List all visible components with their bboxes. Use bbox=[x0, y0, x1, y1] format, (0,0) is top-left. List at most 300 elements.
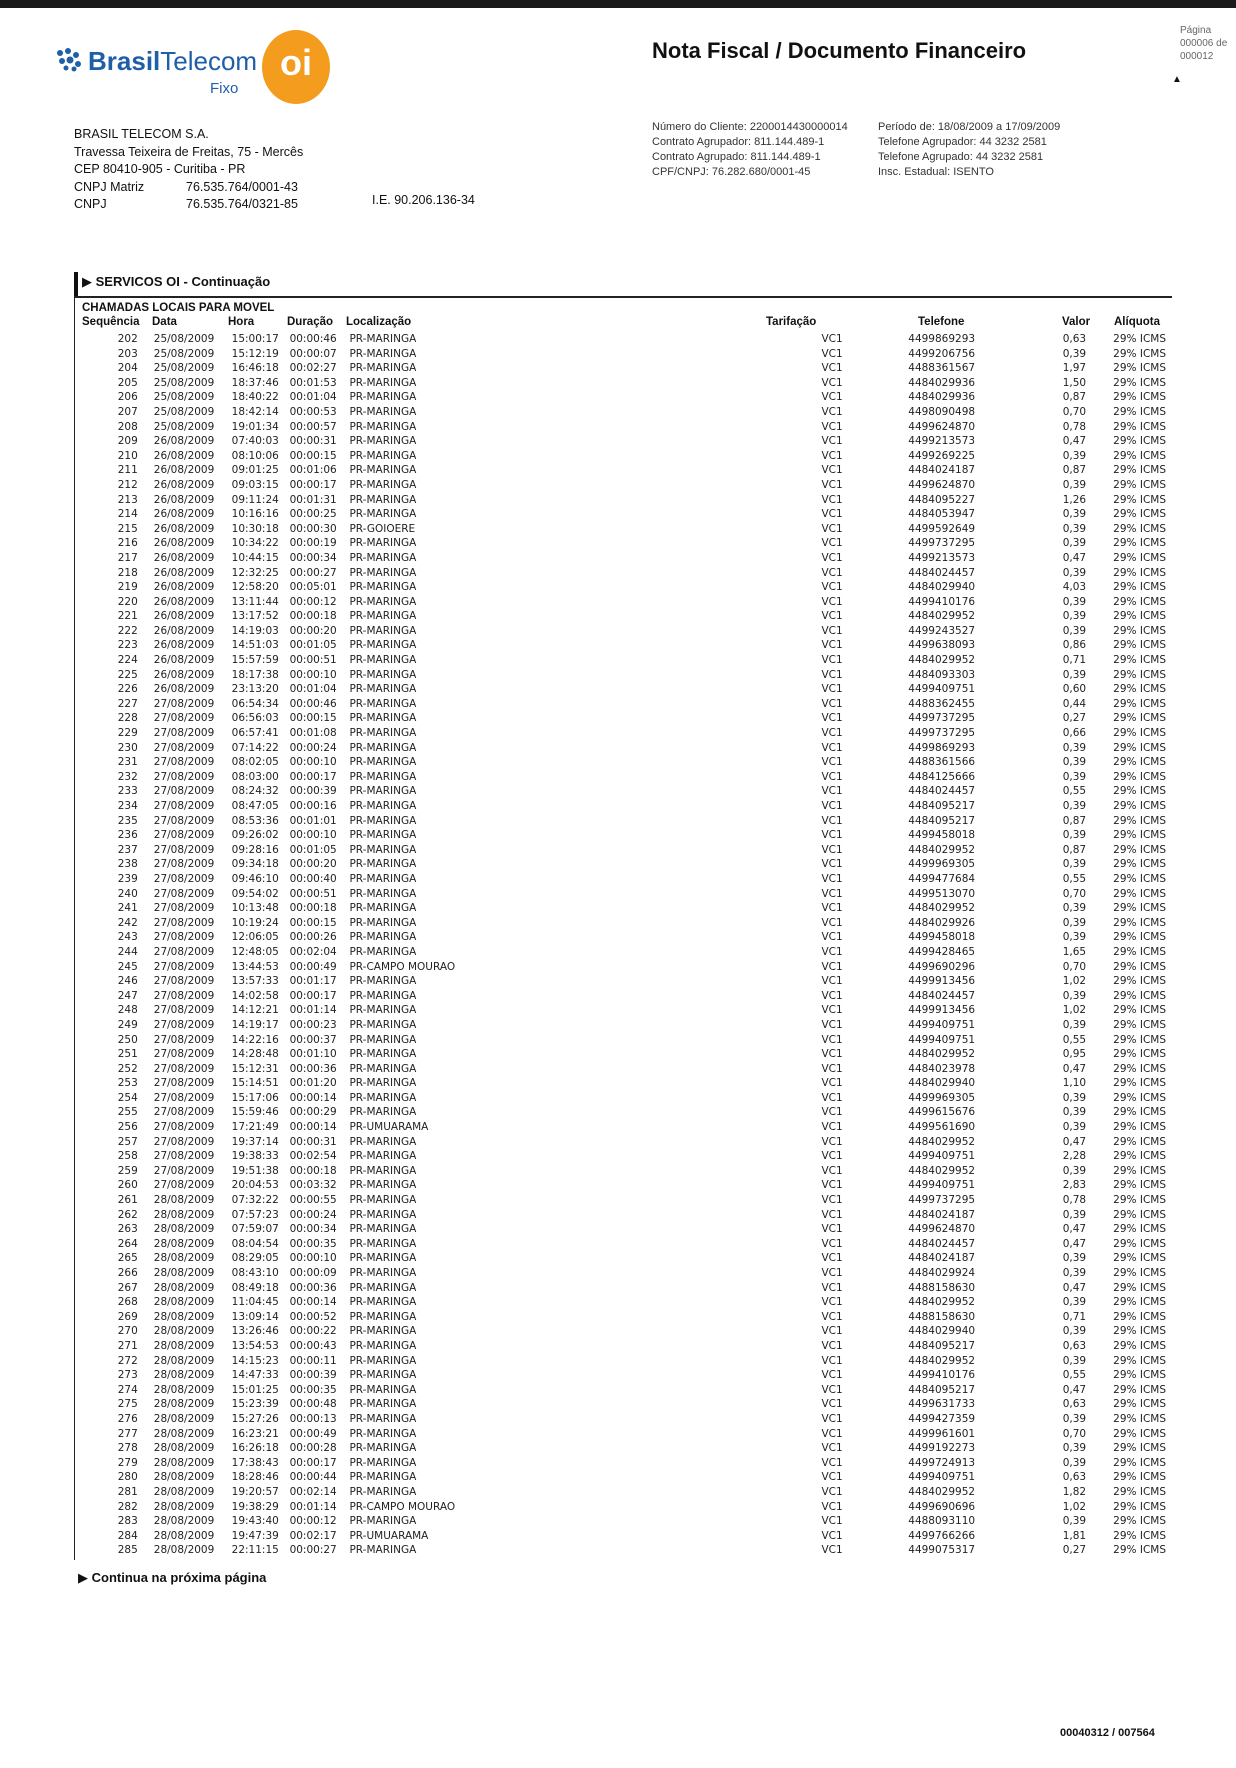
cell-seq: 211 bbox=[117, 464, 138, 477]
cell-seq: 276 bbox=[117, 1412, 138, 1425]
cell-value: 0,39 bbox=[1062, 756, 1087, 769]
cell-rate: 29% ICMS bbox=[1113, 1179, 1166, 1192]
cell-seq: 268 bbox=[117, 1296, 138, 1309]
cell-seq: 270 bbox=[117, 1325, 138, 1338]
cell-location: PR-MARINGA bbox=[349, 1150, 417, 1163]
cell-rate: 29% ICMS bbox=[1113, 508, 1166, 521]
cell-location: PR-MARINGA bbox=[349, 727, 417, 740]
cell-time: 23:13:20 bbox=[231, 683, 279, 696]
cell-duration: 00:00:18 bbox=[289, 1164, 337, 1177]
cell-duration: 00:00:51 bbox=[289, 887, 337, 900]
cell-time: 10:30:18 bbox=[231, 522, 279, 535]
cell-phone: 4484029952 bbox=[908, 1296, 976, 1309]
cell-duration: 00:00:17 bbox=[289, 1456, 337, 1469]
cell-tariff: VC1 bbox=[821, 989, 843, 1002]
cell-value: 0,39 bbox=[1062, 931, 1087, 944]
col-header-aliq: Alíquota bbox=[1114, 316, 1160, 328]
cell-value: 0,39 bbox=[1062, 1442, 1087, 1455]
cell-value: 0,47 bbox=[1062, 1223, 1087, 1236]
cell-rate: 29% ICMS bbox=[1113, 654, 1166, 667]
cell-location: PR-MARINGA bbox=[349, 1033, 417, 1046]
cell-rate: 29% ICMS bbox=[1113, 1500, 1166, 1513]
cell-tariff: VC1 bbox=[821, 916, 843, 929]
cell-duration: 00:00:30 bbox=[289, 522, 337, 535]
cell-value: 4,03 bbox=[1062, 581, 1087, 594]
cell-phone: 4499690696 bbox=[908, 1500, 976, 1513]
cell-rate: 29% ICMS bbox=[1113, 1383, 1166, 1396]
cell-value: 0,39 bbox=[1062, 624, 1087, 637]
cell-date: 28/08/2009 bbox=[153, 1252, 215, 1265]
cell-seq: 225 bbox=[117, 668, 138, 681]
cell-rate: 29% ICMS bbox=[1113, 639, 1166, 652]
cell-value: 0,39 bbox=[1062, 1296, 1087, 1309]
cell-location: PR-MARINGA bbox=[349, 931, 417, 944]
cnpj-row bbox=[74, 196, 303, 214]
cell-value: 0,39 bbox=[1062, 1091, 1087, 1104]
cell-location: PR-MARINGA bbox=[349, 639, 417, 652]
cell-date: 28/08/2009 bbox=[153, 1412, 215, 1425]
cell-date: 26/08/2009 bbox=[153, 639, 215, 652]
cell-seq: 244 bbox=[117, 945, 138, 958]
cell-phone: 4499592649 bbox=[908, 522, 976, 535]
cell-location: PR-MARINGA bbox=[349, 1135, 417, 1148]
cell-time: 18:28:46 bbox=[231, 1471, 279, 1484]
cell-duration: 00:01:14 bbox=[289, 1500, 337, 1513]
table-row bbox=[82, 916, 1172, 931]
cell-value: 0,55 bbox=[1062, 785, 1087, 798]
cell-rate: 29% ICMS bbox=[1113, 916, 1166, 929]
cell-seq: 209 bbox=[117, 435, 138, 448]
cell-time: 22:11:15 bbox=[231, 1544, 279, 1557]
cell-time: 16:26:18 bbox=[231, 1442, 279, 1455]
cell-value: 0,63 bbox=[1062, 1339, 1087, 1352]
top-scan-border bbox=[0, 0, 1236, 8]
cell-location: PR-MARINGA bbox=[349, 566, 417, 579]
cell-seq: 269 bbox=[117, 1310, 138, 1323]
cell-value: 1,26 bbox=[1062, 493, 1087, 506]
cell-seq: 202 bbox=[117, 333, 138, 345]
cell-phone: 4499766266 bbox=[908, 1529, 976, 1542]
cell-date: 25/08/2009 bbox=[153, 347, 215, 360]
cell-date: 28/08/2009 bbox=[153, 1485, 215, 1498]
cell-date: 27/08/2009 bbox=[153, 1106, 215, 1119]
cell-tariff: VC1 bbox=[821, 493, 843, 506]
cell-seq: 231 bbox=[117, 756, 138, 769]
cell-value: 2,83 bbox=[1062, 1179, 1087, 1192]
cell-phone: 4484029952 bbox=[908, 1048, 976, 1061]
cell-seq: 277 bbox=[117, 1427, 138, 1440]
cell-value: 0,39 bbox=[1062, 610, 1087, 623]
cell-duration: 00:00:15 bbox=[289, 712, 337, 725]
cell-tariff: VC1 bbox=[821, 464, 843, 477]
cell-rate: 29% ICMS bbox=[1113, 1062, 1166, 1075]
cell-seq: 238 bbox=[117, 858, 138, 871]
cell-seq: 241 bbox=[117, 902, 138, 915]
triangle-right-icon: ▶ bbox=[82, 274, 96, 289]
cell-seq: 237 bbox=[117, 843, 138, 856]
cell-rate: 29% ICMS bbox=[1113, 945, 1166, 958]
cell-rate: 29% ICMS bbox=[1113, 1398, 1166, 1411]
cell-phone: 4499409751 bbox=[908, 1033, 976, 1046]
cell-tariff: VC1 bbox=[821, 1062, 843, 1075]
phone-grouper: Telefone Agrupador: 44 3232 2581 bbox=[878, 136, 1047, 148]
cell-seq: 252 bbox=[117, 1062, 138, 1075]
cell-location: PR-MARINGA bbox=[349, 770, 417, 783]
cell-duration: 00:02:27 bbox=[289, 362, 337, 375]
cell-phone: 4499192273 bbox=[908, 1442, 976, 1455]
cell-duration: 00:01:17 bbox=[289, 975, 337, 988]
cell-location: PR-MARINGA bbox=[349, 872, 417, 885]
cell-date: 27/08/2009 bbox=[153, 1018, 215, 1031]
cell-seq: 208 bbox=[117, 420, 138, 433]
cell-time: 10:13:48 bbox=[231, 902, 279, 915]
cell-time: 09:28:16 bbox=[231, 843, 279, 856]
cell-date: 27/08/2009 bbox=[153, 916, 215, 929]
cell-seq: 235 bbox=[117, 814, 138, 827]
cell-location: PR-MARINGA bbox=[349, 391, 417, 404]
table-row bbox=[82, 1514, 1172, 1529]
cell-time: 08:04:54 bbox=[231, 1237, 279, 1250]
cell-rate: 29% ICMS bbox=[1113, 872, 1166, 885]
cell-seq: 218 bbox=[117, 566, 138, 579]
cell-seq: 271 bbox=[117, 1339, 138, 1352]
cell-phone: 4484029936 bbox=[908, 391, 976, 404]
cell-value: 0,78 bbox=[1062, 1194, 1087, 1207]
table-row bbox=[82, 1164, 1172, 1179]
contract-grouped: Contrato Agrupado: 811.144.489-1 bbox=[652, 151, 821, 163]
cell-date: 26/08/2009 bbox=[153, 581, 215, 594]
cell-phone: 4484024457 bbox=[908, 989, 976, 1002]
cell-time: 10:19:24 bbox=[231, 916, 279, 929]
cell-rate: 29% ICMS bbox=[1113, 581, 1166, 594]
table-row bbox=[82, 551, 1172, 566]
cell-date: 25/08/2009 bbox=[153, 420, 215, 433]
cell-tariff: VC1 bbox=[821, 1485, 843, 1498]
cell-value: 1,02 bbox=[1062, 1004, 1087, 1017]
cell-rate: 29% ICMS bbox=[1113, 1471, 1166, 1484]
cell-seq: 265 bbox=[117, 1252, 138, 1265]
cell-duration: 00:00:35 bbox=[289, 1237, 337, 1250]
cell-time: 09:01:25 bbox=[231, 464, 279, 477]
cell-phone: 4484024187 bbox=[908, 1252, 976, 1265]
cell-date: 27/08/2009 bbox=[153, 872, 215, 885]
section-left-rule bbox=[74, 296, 75, 1560]
cell-seq: 224 bbox=[117, 654, 138, 667]
cell-time: 14:28:48 bbox=[231, 1048, 279, 1061]
cell-date: 28/08/2009 bbox=[153, 1515, 215, 1528]
table-row bbox=[82, 1208, 1172, 1223]
cell-rate: 29% ICMS bbox=[1113, 1237, 1166, 1250]
cell-duration: 00:00:35 bbox=[289, 1383, 337, 1396]
cell-location: PR-MARINGA bbox=[349, 1544, 417, 1557]
cell-date: 27/08/2009 bbox=[153, 770, 215, 783]
cell-time: 09:11:24 bbox=[231, 493, 279, 506]
cell-time: 19:37:14 bbox=[231, 1135, 279, 1148]
cell-time: 20:04:53 bbox=[231, 1179, 279, 1192]
cell-location: PR-MARINGA bbox=[349, 464, 417, 477]
cell-location: PR-MARINGA bbox=[349, 1398, 417, 1411]
col-header-time: Hora bbox=[228, 316, 255, 328]
cell-tariff: VC1 bbox=[821, 1456, 843, 1469]
cell-date: 27/08/2009 bbox=[153, 887, 215, 900]
cell-tariff: VC1 bbox=[821, 1383, 843, 1396]
cell-phone: 4484095217 bbox=[908, 1383, 976, 1396]
col-header-tel: Telefone bbox=[918, 316, 965, 328]
section-title bbox=[82, 274, 270, 290]
cell-rate: 29% ICMS bbox=[1113, 1194, 1166, 1207]
oi-logo-text: oi bbox=[280, 42, 312, 83]
cell-phone: 4499624870 bbox=[908, 420, 976, 433]
cell-location: PR-MARINGA bbox=[349, 405, 417, 418]
cell-location: PR-MARINGA bbox=[349, 1018, 417, 1031]
cell-date: 27/08/2009 bbox=[153, 1033, 215, 1046]
cell-date: 26/08/2009 bbox=[153, 522, 215, 535]
cell-duration: 00:00:10 bbox=[289, 668, 337, 681]
cell-value: 0,71 bbox=[1062, 1310, 1087, 1323]
table-row bbox=[82, 828, 1172, 843]
cell-location: PR-MARINGA bbox=[349, 1281, 417, 1294]
cell-location: PR-MARINGA bbox=[349, 1325, 417, 1338]
table-row bbox=[82, 1397, 1172, 1412]
table-row bbox=[82, 1033, 1172, 1048]
cell-time: 15:23:39 bbox=[231, 1398, 279, 1411]
cell-location: PR-MARINGA bbox=[349, 668, 417, 681]
customer-info-left bbox=[652, 120, 848, 180]
cell-seq: 260 bbox=[117, 1179, 138, 1192]
cell-value: 0,44 bbox=[1062, 697, 1087, 710]
table-row bbox=[82, 609, 1172, 624]
cell-phone: 4484093303 bbox=[908, 668, 976, 681]
customer-number: Número do Cliente: 2200014430000014 bbox=[652, 121, 848, 133]
cell-seq: 239 bbox=[117, 872, 138, 885]
cell-tariff: VC1 bbox=[821, 887, 843, 900]
cell-location: PR-MARINGA bbox=[349, 697, 417, 710]
table-row bbox=[82, 711, 1172, 726]
cell-duration: 00:00:53 bbox=[289, 405, 337, 418]
cell-date: 27/08/2009 bbox=[153, 756, 215, 769]
cell-tariff: VC1 bbox=[821, 1398, 843, 1411]
cell-time: 17:38:43 bbox=[231, 1456, 279, 1469]
document-title: Nota Fiscal / Documento Financeiro bbox=[652, 38, 1027, 63]
table-row bbox=[82, 974, 1172, 989]
table-row bbox=[82, 1412, 1172, 1427]
table-row bbox=[82, 1441, 1172, 1456]
cell-time: 07:14:22 bbox=[231, 741, 279, 754]
cell-tariff: VC1 bbox=[821, 639, 843, 652]
cell-phone: 4499213573 bbox=[908, 435, 976, 448]
cell-duration: 00:00:52 bbox=[289, 1310, 337, 1323]
cell-date: 27/08/2009 bbox=[153, 1164, 215, 1177]
cnpj-value: 76.535.764/0321-85 bbox=[186, 197, 298, 211]
table-row bbox=[82, 668, 1172, 683]
cell-location: PR-MARINGA bbox=[349, 829, 417, 842]
cell-value: 1,65 bbox=[1062, 945, 1087, 958]
cell-seq: 216 bbox=[117, 537, 138, 550]
table-row bbox=[82, 653, 1172, 668]
cell-seq: 246 bbox=[117, 975, 138, 988]
cell-location: PR-MARINGA bbox=[349, 624, 417, 637]
cell-location: PR-MARINGA bbox=[349, 712, 417, 725]
cell-tariff: VC1 bbox=[821, 945, 843, 958]
cell-value: 0,39 bbox=[1062, 566, 1087, 579]
cell-date: 26/08/2009 bbox=[153, 610, 215, 623]
calls-table-body bbox=[82, 332, 1172, 1558]
cell-rate: 29% ICMS bbox=[1113, 1033, 1166, 1046]
cell-seq: 254 bbox=[117, 1091, 138, 1104]
cell-location: PR-MARINGA bbox=[349, 1456, 417, 1469]
cell-date: 26/08/2009 bbox=[153, 654, 215, 667]
cell-value: 0,39 bbox=[1062, 1252, 1087, 1265]
cell-seq: 243 bbox=[117, 931, 138, 944]
cell-tariff: VC1 bbox=[821, 508, 843, 521]
cell-time: 06:57:41 bbox=[231, 727, 279, 740]
cell-duration: 00:00:20 bbox=[289, 858, 337, 871]
cell-time: 10:16:16 bbox=[231, 508, 279, 521]
customer-cnpj: CPF/CNPJ: 76.282.680/0001-45 bbox=[652, 166, 811, 178]
cell-phone: 4499409751 bbox=[908, 1018, 976, 1031]
cell-tariff: VC1 bbox=[821, 1179, 843, 1192]
company-address1: Travessa Teixeira de Freitas, 75 - Mercês bbox=[74, 144, 304, 159]
page-line2: 000012 bbox=[1180, 51, 1214, 62]
cell-value: 0,39 bbox=[1062, 741, 1087, 754]
cell-duration: 00:01:10 bbox=[289, 1048, 337, 1061]
cell-phone: 4484095217 bbox=[908, 814, 976, 827]
cell-duration: 00:00:15 bbox=[289, 916, 337, 929]
table-row bbox=[82, 493, 1172, 508]
cell-rate: 29% ICMS bbox=[1113, 435, 1166, 448]
cell-value: 0,47 bbox=[1062, 551, 1087, 564]
cell-seq: 259 bbox=[117, 1164, 138, 1177]
cell-location: PR-GOIOERE bbox=[349, 522, 416, 535]
cell-phone: 4499458018 bbox=[908, 829, 976, 842]
cell-rate: 29% ICMS bbox=[1113, 887, 1166, 900]
cell-tariff: VC1 bbox=[821, 376, 843, 389]
company-address2: CEP 80410-905 - Curitiba - PR bbox=[74, 162, 246, 176]
cell-date: 28/08/2009 bbox=[153, 1442, 215, 1455]
cell-value: 0,87 bbox=[1062, 464, 1087, 477]
cell-location: PR-MARINGA bbox=[349, 1442, 417, 1455]
cell-value: 1,81 bbox=[1062, 1529, 1087, 1542]
cell-rate: 29% ICMS bbox=[1113, 1544, 1166, 1557]
cell-duration: 00:01:04 bbox=[289, 391, 337, 404]
table-row bbox=[82, 595, 1172, 610]
cell-phone: 4484029952 bbox=[908, 610, 976, 623]
cell-time: 18:40:22 bbox=[231, 391, 279, 404]
cell-location: PR-MARINGA bbox=[349, 902, 417, 915]
cell-date: 27/08/2009 bbox=[153, 1004, 215, 1017]
cell-tariff: VC1 bbox=[821, 800, 843, 812]
cell-date: 28/08/2009 bbox=[153, 1544, 215, 1557]
cell-duration: 00:01:20 bbox=[289, 1077, 337, 1090]
cell-value: 0,39 bbox=[1062, 508, 1087, 521]
cell-date: 28/08/2009 bbox=[153, 1427, 215, 1440]
cell-time: 12:32:25 bbox=[231, 566, 279, 579]
cell-rate: 29% ICMS bbox=[1113, 712, 1166, 725]
cell-date: 25/08/2009 bbox=[153, 376, 215, 389]
cell-duration: 00:00:48 bbox=[289, 1398, 337, 1411]
cell-date: 28/08/2009 bbox=[153, 1194, 215, 1207]
cell-phone: 4499409751 bbox=[908, 1179, 976, 1192]
cell-value: 0,39 bbox=[1062, 916, 1087, 929]
col-header-loc: Localização bbox=[346, 316, 412, 328]
cell-rate: 29% ICMS bbox=[1113, 1223, 1166, 1236]
cell-value: 0,47 bbox=[1062, 1062, 1087, 1075]
cell-value: 1,02 bbox=[1062, 1500, 1087, 1513]
table-row bbox=[82, 536, 1172, 551]
cell-rate: 29% ICMS bbox=[1113, 1018, 1166, 1031]
cell-value: 1,02 bbox=[1062, 975, 1087, 988]
cell-date: 27/08/2009 bbox=[153, 1062, 215, 1075]
cell-phone: 4484029952 bbox=[908, 902, 976, 915]
cell-duration: 00:00:46 bbox=[289, 697, 337, 710]
cell-value: 0,70 bbox=[1062, 887, 1087, 900]
cell-seq: 275 bbox=[117, 1398, 138, 1411]
cell-location: PR-MARINGA bbox=[349, 1237, 417, 1250]
cell-seq: 284 bbox=[117, 1529, 138, 1542]
cell-time: 14:15:23 bbox=[231, 1354, 279, 1367]
cell-location: PR-MARINGA bbox=[349, 1354, 417, 1367]
cell-rate: 29% ICMS bbox=[1113, 668, 1166, 681]
cell-seq: 283 bbox=[117, 1515, 138, 1528]
cell-phone: 4499243527 bbox=[908, 624, 976, 637]
cell-tariff: VC1 bbox=[821, 858, 843, 871]
cell-rate: 29% ICMS bbox=[1113, 1281, 1166, 1294]
cell-date: 27/08/2009 bbox=[153, 975, 215, 988]
cell-location: PR-MARINGA bbox=[349, 1077, 417, 1090]
cell-phone: 4484029952 bbox=[908, 1135, 976, 1148]
cnpj-label: CNPJ bbox=[74, 197, 107, 211]
cell-seq: 247 bbox=[117, 989, 138, 1002]
cell-rate: 29% ICMS bbox=[1113, 1456, 1166, 1469]
cell-tariff: VC1 bbox=[821, 478, 843, 491]
cell-date: 28/08/2009 bbox=[153, 1237, 215, 1250]
triangle-right-icon: ▶ bbox=[78, 1570, 92, 1585]
cell-location: PR-MARINGA bbox=[349, 800, 417, 812]
cell-value: 0,47 bbox=[1062, 1237, 1087, 1250]
cell-phone: 4499737295 bbox=[908, 712, 976, 725]
cell-tariff: VC1 bbox=[821, 770, 843, 783]
cell-rate: 29% ICMS bbox=[1113, 814, 1166, 827]
cell-value: 0,70 bbox=[1062, 405, 1087, 418]
cell-duration: 00:00:23 bbox=[289, 1018, 337, 1031]
cell-tariff: VC1 bbox=[821, 1106, 843, 1119]
table-row bbox=[82, 1456, 1172, 1471]
cell-value: 0,55 bbox=[1062, 1033, 1087, 1046]
cell-time: 15:00:17 bbox=[231, 333, 279, 345]
cell-location: PR-CAMPO MOURAO bbox=[349, 960, 456, 973]
cell-duration: 00:00:18 bbox=[289, 902, 337, 915]
cell-duration: 00:00:44 bbox=[289, 1471, 337, 1484]
cell-value: 0,39 bbox=[1062, 668, 1087, 681]
cell-rate: 29% ICMS bbox=[1113, 624, 1166, 637]
cell-tariff: VC1 bbox=[821, 756, 843, 769]
cell-tariff: VC1 bbox=[821, 1442, 843, 1455]
cell-time: 08:10:06 bbox=[231, 449, 279, 462]
cell-duration: 00:00:17 bbox=[289, 478, 337, 491]
cell-seq: 203 bbox=[117, 347, 138, 360]
cell-value: 0,39 bbox=[1062, 478, 1087, 491]
cell-tariff: VC1 bbox=[821, 1427, 843, 1440]
table-row bbox=[82, 1149, 1172, 1164]
cell-duration: 00:01:01 bbox=[289, 814, 337, 827]
cell-location: PR-MARINGA bbox=[349, 551, 417, 564]
cell-time: 19:47:39 bbox=[231, 1529, 279, 1542]
cell-value: 0,39 bbox=[1062, 989, 1087, 1002]
cell-tariff: VC1 bbox=[821, 1296, 843, 1309]
cell-time: 09:46:10 bbox=[231, 872, 279, 885]
cell-phone: 4484095227 bbox=[908, 493, 976, 506]
cell-time: 08:47:05 bbox=[231, 800, 279, 812]
